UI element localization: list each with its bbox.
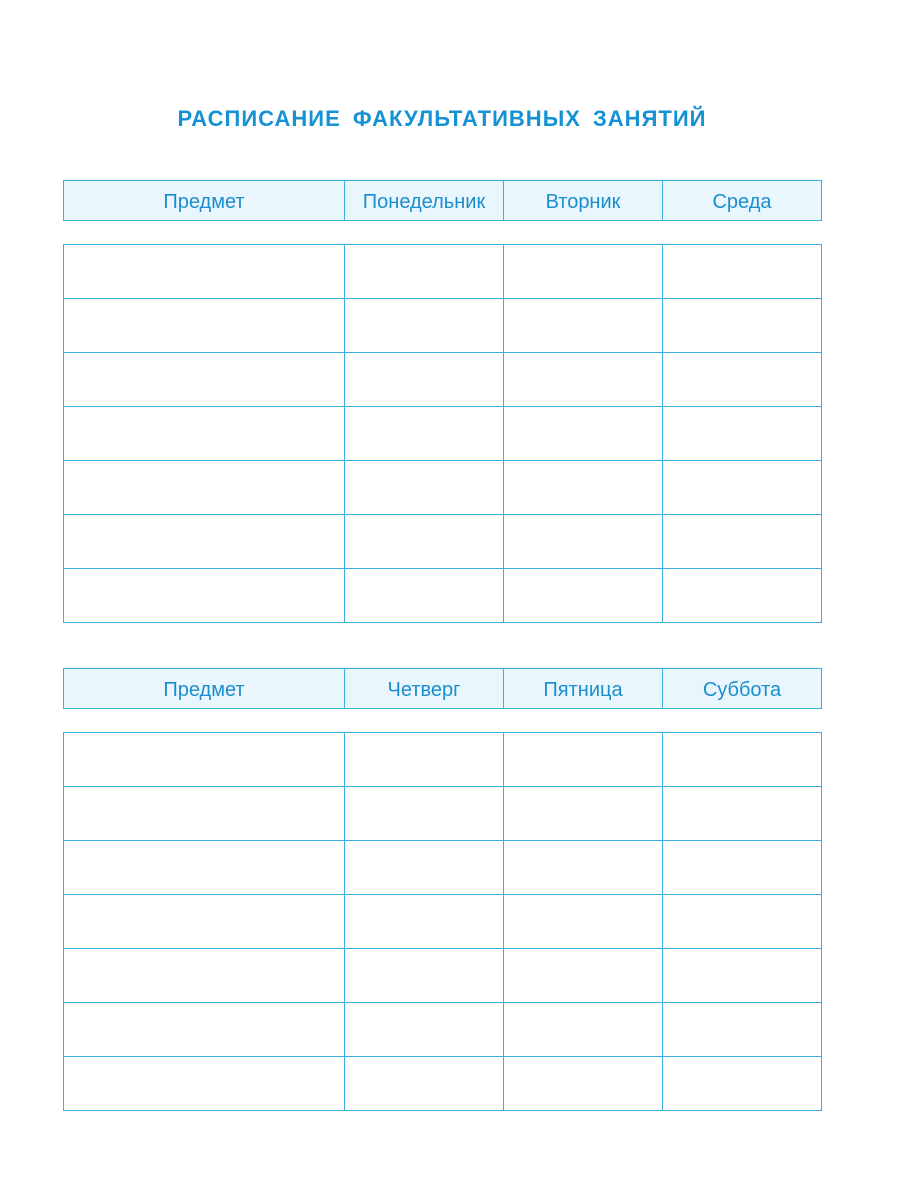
header-cell-monday: Понедельник: [345, 181, 504, 221]
subject-cell[interactable]: [64, 787, 345, 841]
schedule-cell[interactable]: [663, 407, 822, 461]
header-cell-tuesday: Вторник: [504, 181, 663, 221]
header-cell-thursday: Четверг: [345, 669, 504, 709]
header-row: [64, 181, 822, 221]
subject-cell[interactable]: [64, 299, 345, 353]
subject-cell[interactable]: [64, 1003, 345, 1057]
table-row: [64, 1057, 822, 1111]
schedule-cell[interactable]: [345, 787, 504, 841]
schedule-cell[interactable]: [345, 515, 504, 569]
header-cell-subject: Предмет: [64, 669, 345, 709]
table-row: [64, 461, 822, 515]
subject-cell[interactable]: [64, 949, 345, 1003]
schedule-header-weekdays-2: [63, 668, 822, 709]
subject-cell[interactable]: [64, 353, 345, 407]
schedule-cell[interactable]: [504, 299, 663, 353]
table-row: [64, 569, 822, 623]
schedule-cell[interactable]: [663, 895, 822, 949]
schedule-cell[interactable]: [663, 515, 822, 569]
schedule-cell[interactable]: [504, 949, 663, 1003]
schedule-cell[interactable]: [345, 353, 504, 407]
header-cell-subject: Предмет: [64, 181, 345, 221]
subject-cell[interactable]: [64, 461, 345, 515]
schedule-cell[interactable]: [504, 1003, 663, 1057]
schedule-cell[interactable]: [663, 1003, 822, 1057]
schedule-cell[interactable]: [504, 353, 663, 407]
schedule-cell[interactable]: [504, 733, 663, 787]
schedule-cell[interactable]: [345, 407, 504, 461]
table-row: [64, 1003, 822, 1057]
schedule-cell[interactable]: [345, 1057, 504, 1111]
schedule-cell[interactable]: [663, 1057, 822, 1111]
schedule-cell[interactable]: [345, 949, 504, 1003]
schedule-cell[interactable]: [663, 245, 822, 299]
schedule-cell[interactable]: [663, 461, 822, 515]
header-row: [64, 669, 822, 709]
table-row: [64, 245, 822, 299]
schedule-cell[interactable]: [663, 569, 822, 623]
table-row: [64, 733, 822, 787]
schedule-cell[interactable]: [504, 787, 663, 841]
schedule-cell[interactable]: [663, 733, 822, 787]
schedule-cell[interactable]: [345, 461, 504, 515]
schedule-cell[interactable]: [345, 299, 504, 353]
schedule-cell[interactable]: [663, 787, 822, 841]
subject-cell[interactable]: [64, 841, 345, 895]
schedule-cell[interactable]: [504, 895, 663, 949]
subject-cell[interactable]: [64, 1057, 345, 1111]
page-title: РАСПИСАНИЕ ФАКУЛЬТАТИВНЫХ ЗАНЯТИЙ: [177, 106, 707, 131]
schedule-cell[interactable]: [504, 245, 663, 299]
schedule-cell[interactable]: [663, 949, 822, 1003]
header-cell-saturday: Суббота: [663, 669, 822, 709]
schedule-table-weekdays-1: [63, 244, 822, 623]
schedule-cell[interactable]: [663, 299, 822, 353]
table-row: [64, 895, 822, 949]
schedule-cell[interactable]: [345, 733, 504, 787]
schedule-cell[interactable]: [504, 461, 663, 515]
schedule-cell[interactable]: [504, 407, 663, 461]
header-cell-wednesday: Среда: [663, 181, 822, 221]
subject-cell[interactable]: [64, 407, 345, 461]
header-cell-friday: Пятница: [504, 669, 663, 709]
schedule-cell[interactable]: [345, 245, 504, 299]
schedule-table-weekdays-2: [63, 732, 822, 1111]
subject-cell[interactable]: [64, 515, 345, 569]
subject-cell[interactable]: [64, 733, 345, 787]
schedule-cell[interactable]: [504, 569, 663, 623]
schedule-cell[interactable]: [663, 841, 822, 895]
schedule-cell[interactable]: [504, 841, 663, 895]
schedule-cell[interactable]: [504, 515, 663, 569]
subject-cell[interactable]: [64, 569, 345, 623]
subject-cell[interactable]: [64, 245, 345, 299]
schedule-cell[interactable]: [345, 569, 504, 623]
table-row: [64, 407, 822, 461]
schedule-cell[interactable]: [504, 1057, 663, 1111]
table-row: [64, 949, 822, 1003]
table-row: [64, 841, 822, 895]
schedule-header-weekdays-1: [63, 180, 822, 221]
subject-cell[interactable]: [64, 895, 345, 949]
table-row: [64, 515, 822, 569]
schedule-cell[interactable]: [345, 1003, 504, 1057]
schedule-cell[interactable]: [663, 353, 822, 407]
schedule-cell[interactable]: [345, 895, 504, 949]
table-row: [64, 299, 822, 353]
table-row: [64, 353, 822, 407]
schedule-cell[interactable]: [345, 841, 504, 895]
table-row: [64, 787, 822, 841]
